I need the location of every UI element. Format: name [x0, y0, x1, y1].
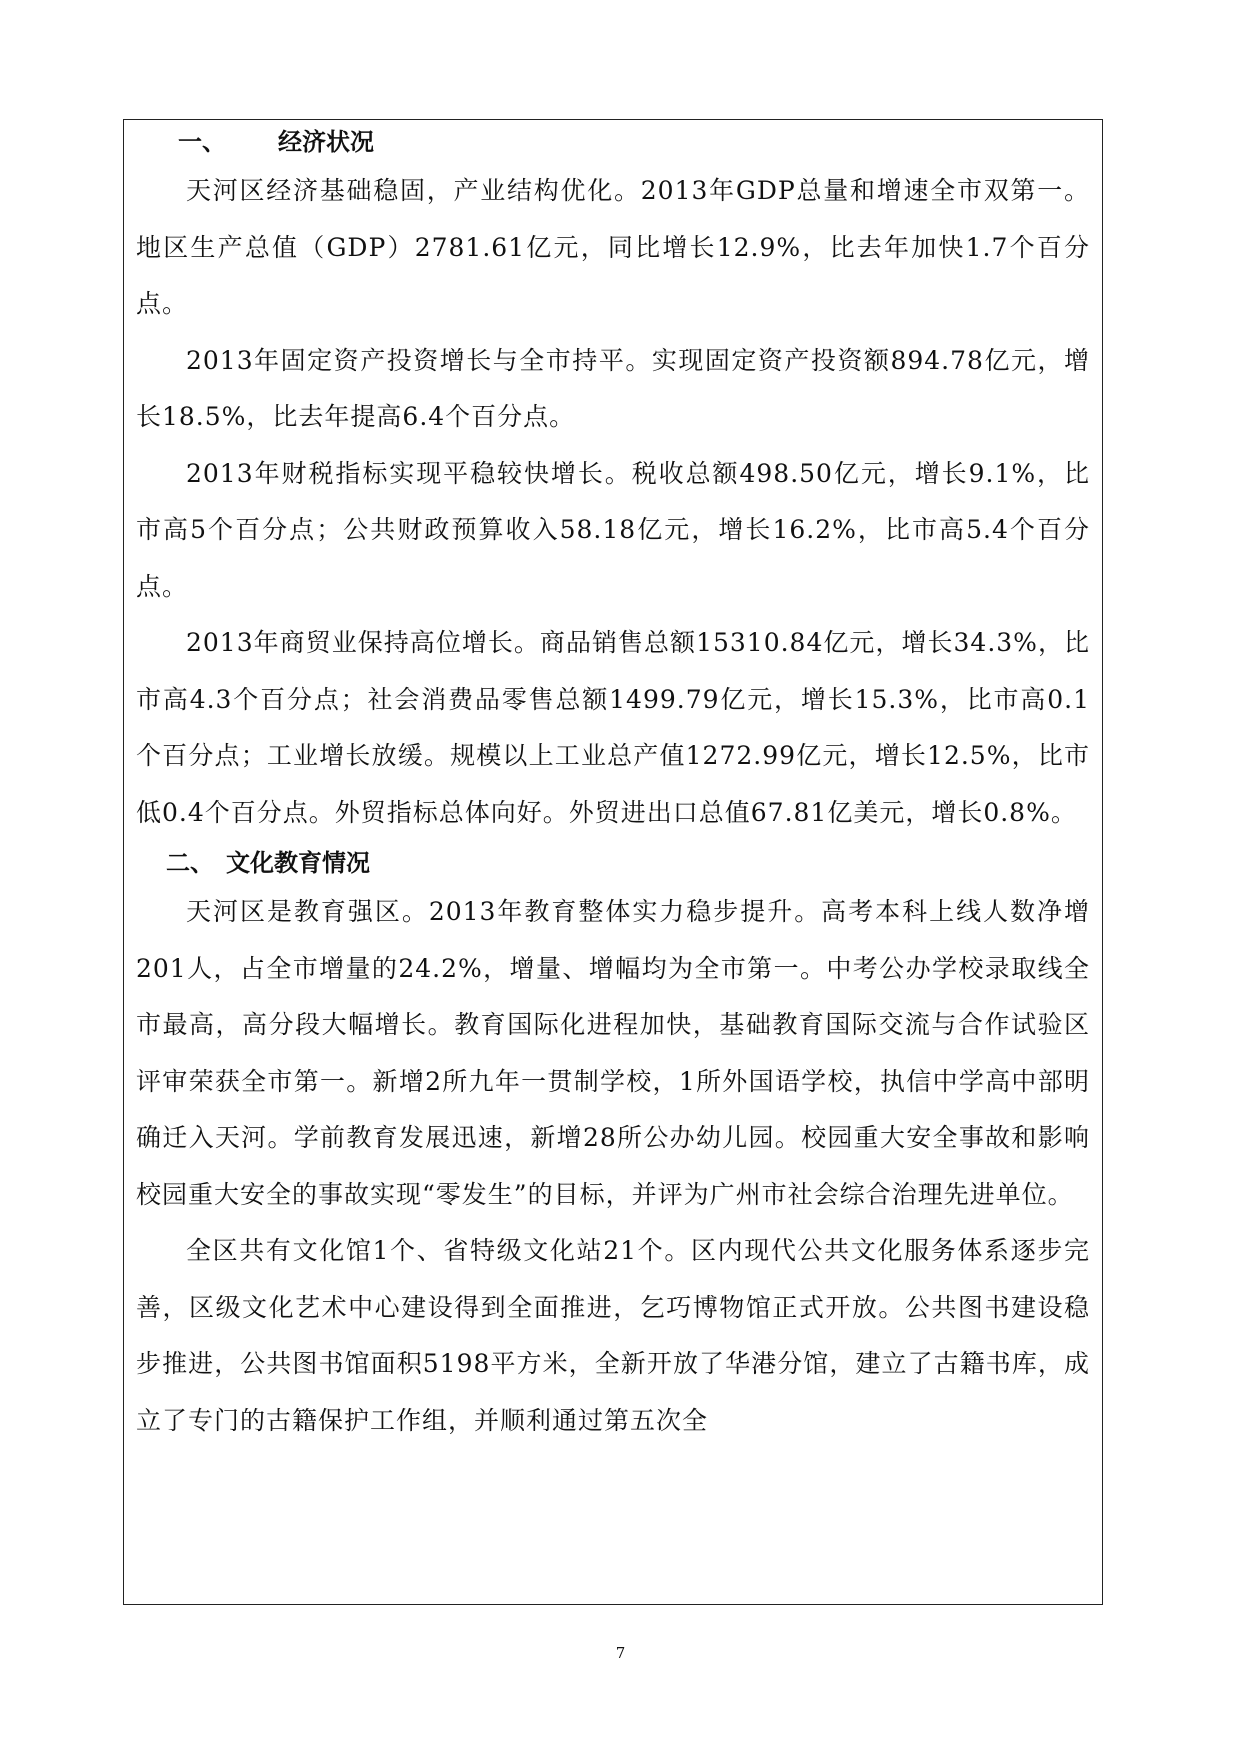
paragraph: 全区共有文化馆1个、省特级文化站21个。区内现代公共文化服务体系逐步完善，区级文化艺术中心建设得到全面推进，乞巧博物馆正式开放。公共图书建设稳步推进，公共图书馆面积5198平方米，全新开放了华港分馆，建立了古籍书库，成立了专门的古籍保护工作组，并顺利通过第五次全 — [136, 1236, 1090, 1435]
paragraph: 2013年固定资产投资增长与全市持平。实现固定资产投资额894.78亿元，增长18.5%，比去年提高6.4个百分点。 — [136, 345, 1090, 431]
section-heading-economy — [136, 120, 1090, 163]
page-number: 7 — [615, 1644, 626, 1662]
section-heading-culture-education — [136, 841, 1090, 884]
paragraph: 2013年财税指标实现平稳较快增长。税收总额498.50亿元，增长9.1%，比市高5个百分点；公共财政预算收入58.18亿元，增长16.2%，比市高5.4个百分点。 — [136, 458, 1090, 601]
paragraph: 天河区经济基础稳固，产业结构优化。2013年GDP总量和增速全市双第一。地区生产总值（GDP）2781.61亿元，同比增长12.9%，比去年加快1.7个百分点。 — [136, 176, 1090, 318]
section-title: 文化教育情况 — [226, 848, 370, 877]
content-frame — [123, 119, 1103, 1605]
section-title: 经济状况 — [278, 127, 374, 156]
paragraph: 2013年商贸业保持高位增长。商品销售总额15310.84亿元，增长34.3%，比市高4.3个百分点；社会消费品零售总额1499.79亿元，增长15.3%，比市高0.1个百分点；工业增长放缓。规模以上工业总产值1272.99亿元，增长12.5%，比市低0.4个百分点。外贸指标总体向好。外贸进出口总值67.81亿美元，增长0.8%。 — [136, 628, 1090, 827]
paragraph: 天河区是教育强区。2013年教育整体实力稳步提升。高考本科上线人数净增201人，占全市增量的24.2%，增量、增幅均为全市第一。中考公办学校录取线全市最高，高分段大幅增长。教育国际化进程加快，基础教育国际交流与合作试验区评审荣获全市第一。新增2所九年一贯制学校，1所外国语学校，执信中学高中部明确迁入天河。学前教育发展迅速，新增28所公办幼儿园。校园重大安全事故和影响校园重大安全的事故实现“零发生”的目标，并评为广州市社会综合治理先进单位。 — [136, 897, 1090, 1209]
section-number: 一、 — [178, 127, 226, 156]
section-number: 二、 — [166, 848, 214, 877]
